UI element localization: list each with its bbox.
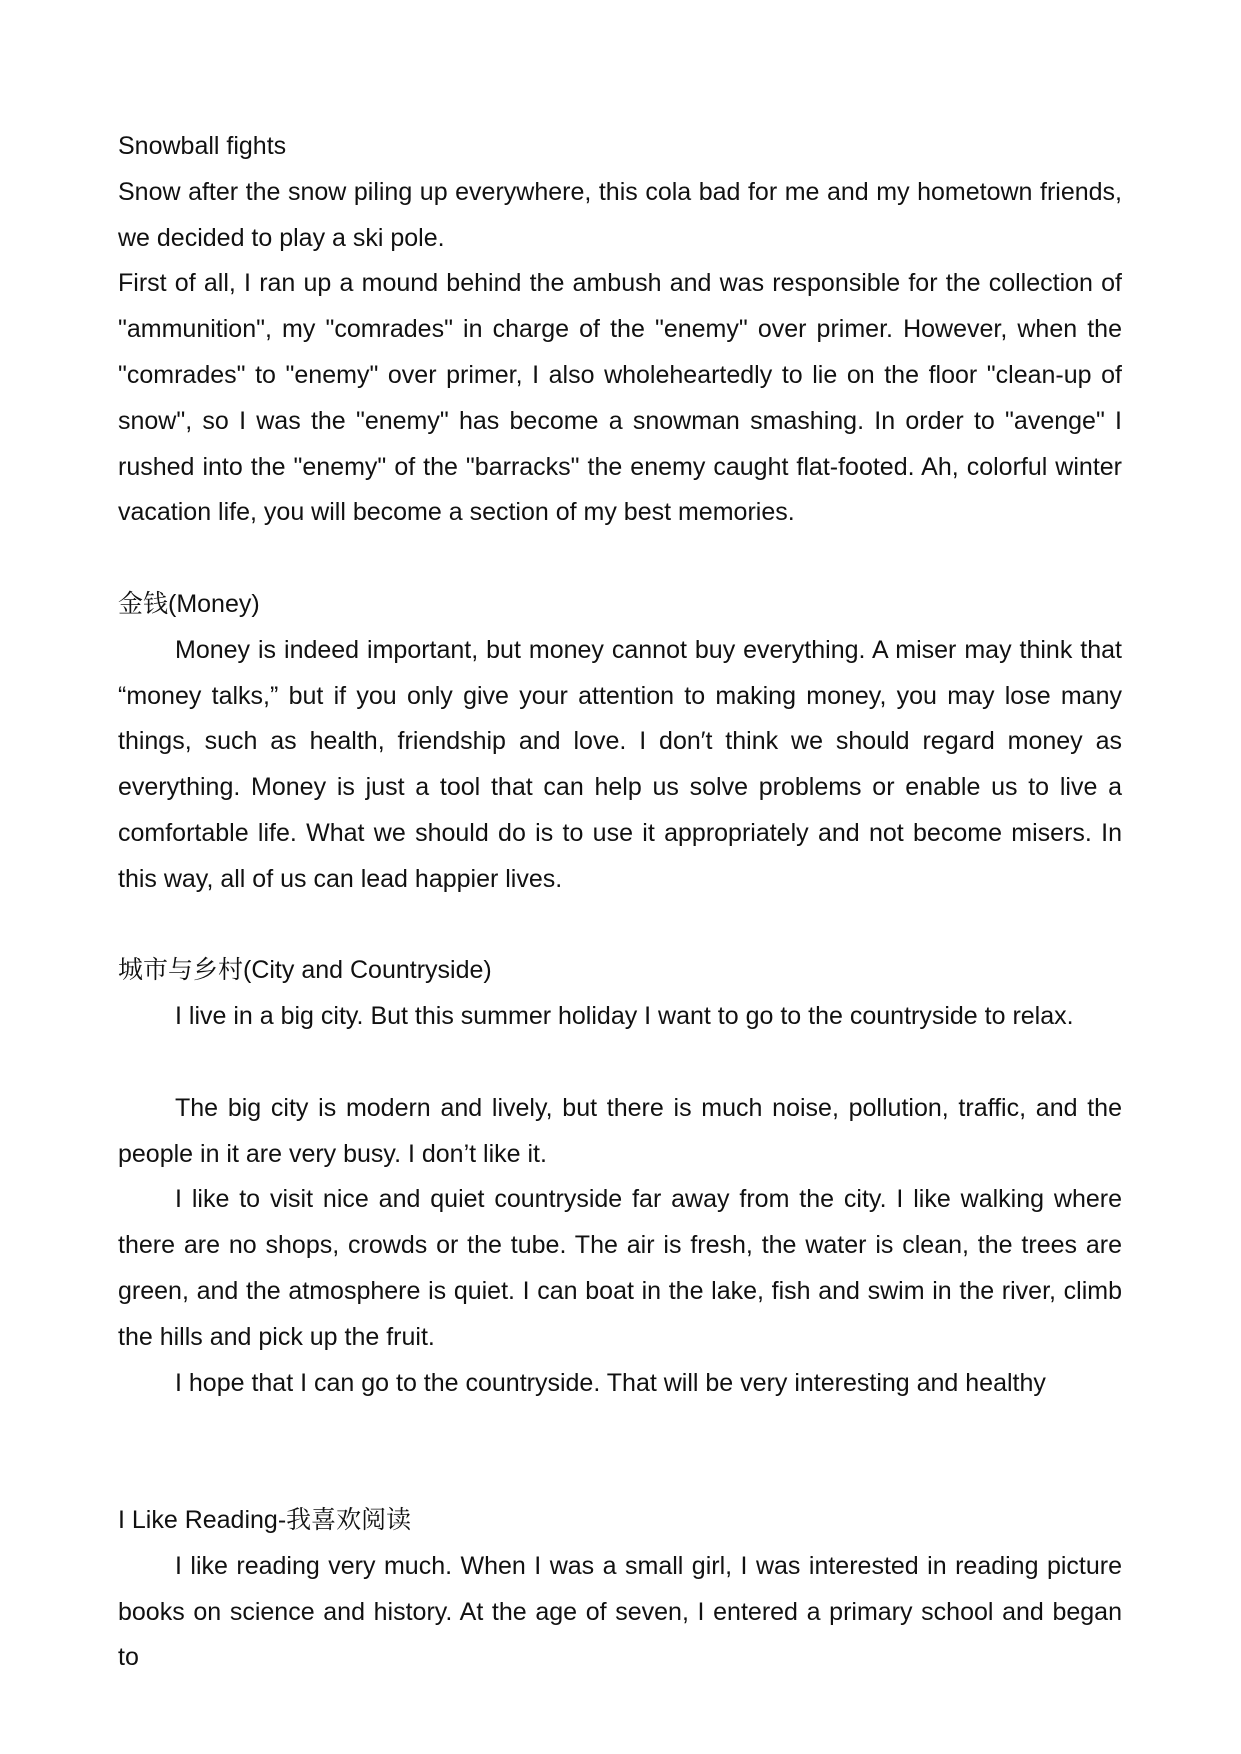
section-title: 金钱(Money) [118,589,260,618]
document-page [118,124,1122,1681]
paragraph: I like to visit nice and quiet countryside far away from the city. I like walking where there are no shops, crowds or the tube. The air is fresh, the water is clean, the trees are green, and the atmosphere is quiet. I can boat in the lake, fish and swim in the river, climb the hills and pick up the fruit. [118,1185,1122,1351]
spacer [118,536,1122,582]
paragraph: First of all, I ran up a mound behind the ambush and was responsible for the collection of "ammunition", my "comrades" in charge of the "enemy" over primer. However, when the "comrades" to "enemy" over primer, I also wholeheartedly to lie on the floor "clean-up of snow", so I was the "enemy" has become a snowman smashing. In order to "avenge" I rushed into the "enemy" of the "barracks" the enemy caught flat-footed. Ah, colorful winter vacation life, you will become a section of my best memories. [118,269,1122,527]
spacer [118,903,1122,949]
essay-i-like-reading [118,1498,1122,1681]
section-title: I Like Reading-我喜欢阅读 [118,1505,412,1534]
paragraph: Snow after the snow piling up everywhere, this cola bad for me and my hometown friends, we decided to play a ski pole. [118,177,1122,252]
paragraph: I like reading very much. When I was a small girl, I was interested in reading picture books on science and history. At the age of seven, I entered a primary school and began to [118,1551,1122,1672]
paragraph: Money is indeed important, but money cannot buy everything. A miser may think that “money talks,” but if you only give your attention to making money, you may lose many things, such as health, friendship and love. I don′t think we should regard money as everything. Money is just a tool that can help us solve problems or enable us to live a comfortable life. What we should do is to use it appropriately and not become misers. In this way, all of us can lead happier lives. [118,635,1122,893]
essay-money [118,582,1122,903]
essay-city-and-countryside [118,948,1122,1406]
spacer [118,1406,1122,1498]
essay-snowball-fights [118,124,1122,536]
spacer [118,1040,1122,1086]
section-title: Snowball fights [118,132,287,160]
paragraph: I hope that I can go to the countryside. That will be very interesting and healthy [175,1368,1046,1397]
section-title: 城市与乡村(City and Countryside) [118,956,492,985]
paragraph: The big city is modern and lively, but there is much noise, pollution, traffic, and the people in it are very busy. I don’t like it. [118,1093,1122,1168]
paragraph: I live in a big city. But this summer holiday I want to go to the countryside to relax. [175,1002,1074,1031]
